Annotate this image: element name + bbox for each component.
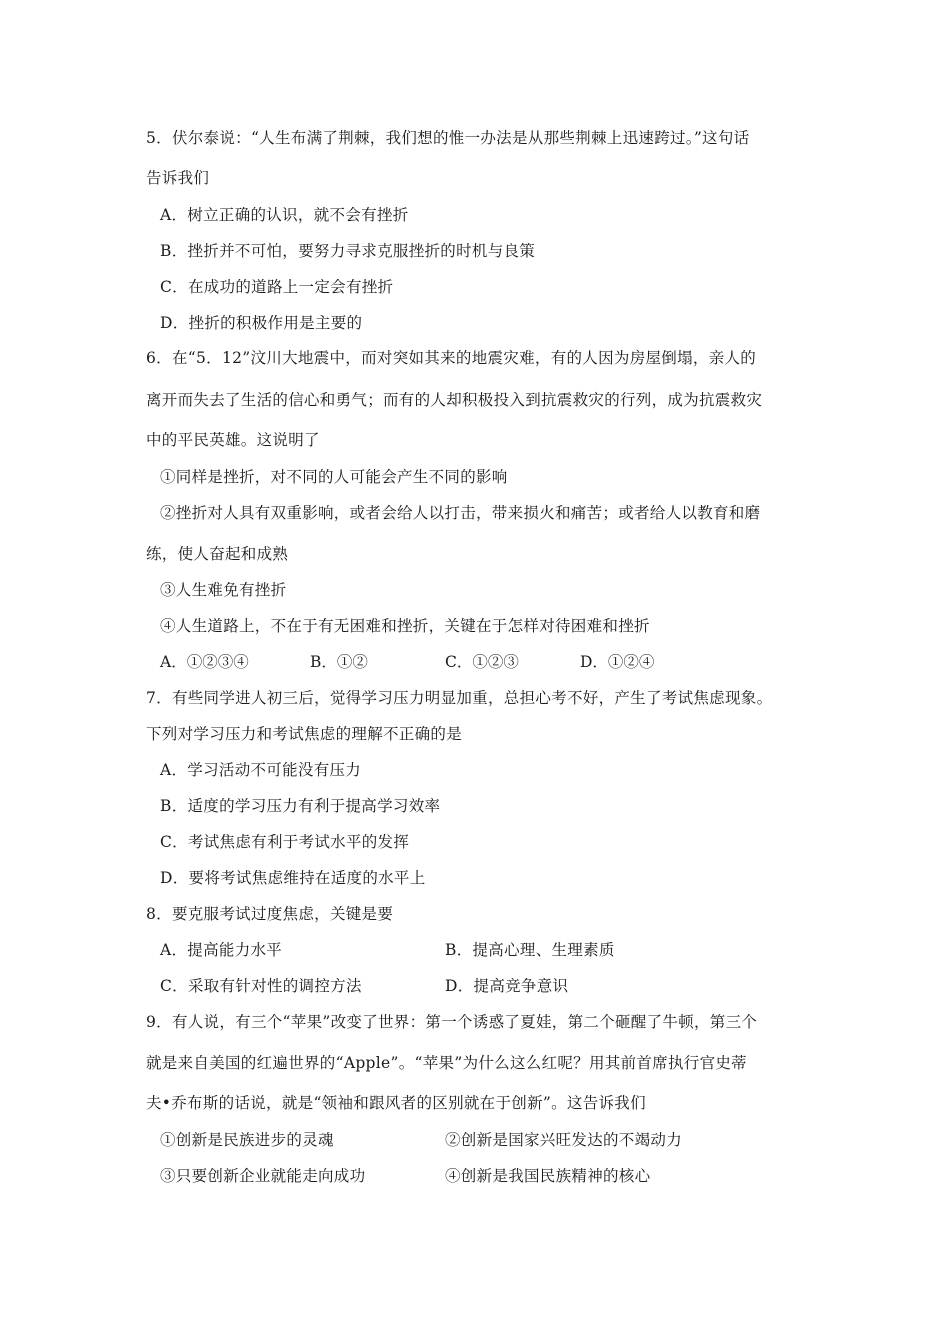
q9-item-1: ①创新是民族进步的灵魂 bbox=[160, 1131, 334, 1149]
q7-stem-line2: 下列对学习压力和考试焦虑的理解不正确的是 bbox=[146, 725, 463, 743]
q7-option-c: C．考试焦虑有利于考试水平的发挥 bbox=[160, 833, 410, 851]
q5-stem-line2: 告诉我们 bbox=[146, 169, 210, 187]
q9-stem-line1: 9．有人说，有三个“苹果”改变了世界：第一个诱惑了夏娃，第二个砸醒了牛顿，第三个 bbox=[146, 1013, 758, 1031]
q5-option-c: C．在成功的道路上一定会有挫折 bbox=[160, 278, 394, 296]
q8-option-c: C．采取有针对性的调控方法 bbox=[160, 977, 362, 995]
q6-item-3: ③人生难免有挫折 bbox=[160, 581, 287, 599]
q6-stem-line1: 6．在“5．12”汶川大地震中，而对突如其来的地震灾难，有的人因为房屋倒塌，亲人的 bbox=[146, 349, 757, 367]
q7-option-b: B．适度的学习压力有利于提高学习效率 bbox=[160, 797, 441, 815]
q9-stem-line2: 就是来自美国的红遍世界的“Apple”。“苹果”为什么这么红呢？用其前首席执行官史蒂 bbox=[146, 1054, 747, 1072]
q8-option-a: A．提高能力水平 bbox=[160, 941, 283, 959]
q5-option-b: B．挫折并不可怕，要努力寻求克服挫折的时机与良策 bbox=[160, 242, 536, 260]
q9-item-2: ②创新是国家兴旺发达的不竭动力 bbox=[445, 1131, 683, 1149]
q8-stem: 8．要克服考试过度焦虑，关键是要 bbox=[146, 905, 394, 923]
q5-option-a: A．树立正确的认识，就不会有挫折 bbox=[160, 206, 409, 224]
q6-item-2-line2: 练，使人奋起和成熟 bbox=[146, 545, 289, 563]
q6-choice-d: D．①②④ bbox=[580, 653, 655, 671]
q6-choice-c: C．①②③ bbox=[445, 653, 519, 671]
q6-choice-b: B．①② bbox=[310, 653, 368, 671]
q6-stem-line3: 中的平民英雄。这说明了 bbox=[146, 431, 320, 449]
q5-stem-line1: 5．伏尔泰说：“人生布满了荆棘，我们想的惟一办法是从那些荆棘上迅速跨过。”这句话 bbox=[146, 129, 750, 147]
q6-item-2-line1: ②挫折对人具有双重影响，或者会给人以打击，带来损火和痛苦；或者给人以教育和磨 bbox=[160, 504, 761, 522]
q6-choices bbox=[0, 652, 950, 672]
q9-item-3: ③只要创新企业就能走向成功 bbox=[160, 1167, 366, 1185]
q8-option-d: D．提高竞争意识 bbox=[445, 977, 569, 995]
q9-item-4: ④创新是我国民族精神的核心 bbox=[445, 1167, 651, 1185]
q6-item-4: ④人生道路上，不在于有无困难和挫折，关键在于怎样对待困难和挫折 bbox=[160, 617, 650, 635]
q7-option-a: A．学习活动不可能没有压力 bbox=[160, 761, 362, 779]
q6-item-1: ①同样是挫折，对不同的人可能会产生不同的影响 bbox=[160, 468, 508, 486]
q5-option-d: D．挫折的积极作用是主要的 bbox=[160, 314, 363, 332]
q9-stem-line3: 夫•乔布斯的话说，就是“领袖和跟风者的区别就在于创新”。这告诉我们 bbox=[146, 1094, 646, 1112]
q8-option-b: B．提高心理、生理素质 bbox=[445, 941, 615, 959]
q7-stem-line1: 7．有些同学进人初三后，觉得学习压力明显加重，总担心考不好，产生了考试焦虑现象。 bbox=[146, 689, 773, 707]
q6-choice-a: A．①②③④ bbox=[160, 653, 249, 671]
q6-stem-line2: 离开而失去了生活的信心和勇气；而有的人却积极投入到抗震救灾的行列，成为抗震救灾 bbox=[146, 391, 763, 409]
q7-option-d: D．要将考试焦虑维持在适度的水平上 bbox=[160, 869, 426, 887]
